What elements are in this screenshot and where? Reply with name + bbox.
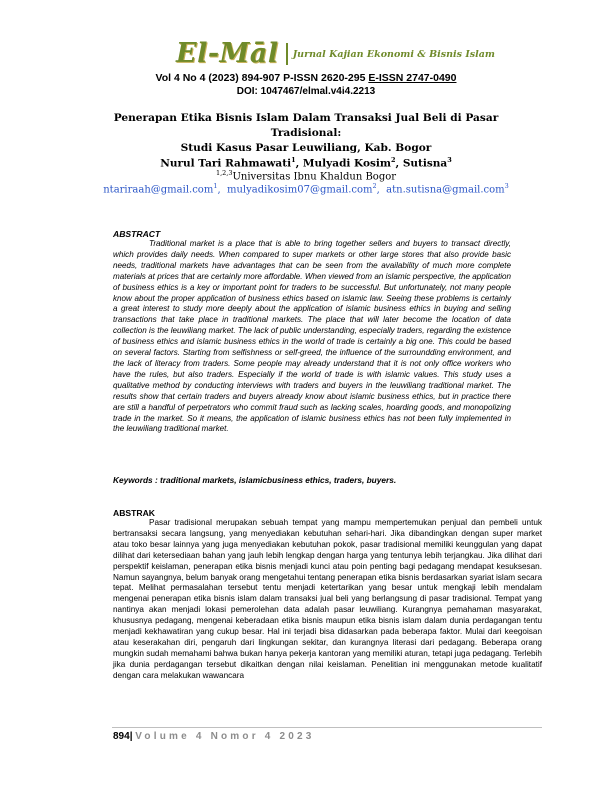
journal-logo: [176, 38, 495, 70]
author-name: Sutisna: [402, 157, 448, 170]
abstract-text: Traditional market is a place that is able to bring together sellers and buyers to transact directly, which provides daily needs. When compared to super markets or other large stores that also provide basic needs, traditional markets have advantages that can be seen from the availability of much more complete materials at prices that are certainly more affordable. When viewed from an islamic perspective, the application of business ethics is a key or important point for traders to be successful. But unfortunately, not many people know about the proper application of business ethics based on islamic law. Seeing these problems is certainly a great interest to study more deeply about the application of islamic business ethics in buying and selling transactions that take place in traditional markets. The place that will later become the location of data collection is the leuwiliang market. The lack of public understanding, especially traders, regarding the existence of business ethics and islamic business ethics in the world of trade is certainly a big one. This could be based on several factors. Starting from selfishness or self-greed, the influence of the surroundding environment, and the lack of literacy from traders. Some people may already understand that it is not only office workers who have the rules, but also traders. Especially if the world of trade is with islamic values. This study uses a qualitative method by conducting interviews with traders and buyers in the leuwiliang traditional market. The results show that certain traders and buyers already know about islamic business ethics, but in practice there are still a handful of perpetrators who commit fraud such as lacking scales, hoarding goods, and monopolizing trade in the market. So it means, the application of islamic business ethics has not been fully implemented in the leuwiliang traditional market.: [113, 239, 511, 434]
logo-divider: [286, 43, 288, 65]
footer-separator: |: [129, 731, 133, 742]
author-sup: 1: [291, 156, 296, 164]
email-sup: 2: [372, 182, 377, 190]
abstrak-heading: ABSTRAK: [113, 508, 156, 518]
title-line-1: Penerapan Etika Bisnis Islam Dalam Transaksi Jual Beli di Pasar Tradisional:: [113, 112, 499, 139]
e-issn-link[interactable]: E-ISSN 2747-0490: [368, 72, 457, 84]
email-link[interactable]: mulyadikosim07@gmail.com: [227, 184, 373, 196]
affiliation-sup: 1,2,3: [215, 169, 233, 177]
doi: DOI: 1047467/elmal.v4i4.2213: [236, 86, 376, 97]
logo-wordmark: El-Māl: [176, 38, 279, 69]
affiliation-name: Universitas Ibnu Khaldun Bogor: [232, 171, 397, 183]
affiliation: [0, 169, 612, 182]
email-sup: 3: [504, 182, 509, 190]
author-emails: ntariraah@gmail.com$^1$, mulyadikosim07@gmail.com$^2$, atn.sutisna@gmail.com$^3$: [103, 182, 509, 196]
page-number: 894: [113, 731, 130, 742]
keywords: Keywords : traditional markets, islamicbusiness ethics, traders, buyers.: [113, 475, 397, 485]
author-sup: 2: [390, 156, 396, 164]
footer-divider: [112, 727, 542, 728]
abstrak-text: Pasar tradisional merupakan sebuah tempat yang mampu mempertemukan penjual dan pembeli untuk bertransaksi secara langsung, yang menyediakan kebutuhan sehari-hari. Jika dibandingkan dengan super market atau toko besar lainnya yang juga menyediakan kebutuhan pokok, pasar tradisional memiliki keunggulan yang dapat dilihat dari ketersediaan bahan yang jauh lebih lengkap dengan harga yang tentunya lebih terjangkau. Jika dilihat dari perspektif keislaman, penerapan etika bisnis menjadi kunci atau poin penting bagi pedagang mendapat kesuksesan. Namun sayangnya, belum banyak orang mengetahui tentang penerapan etika bisnis berdasarkan syariat islam secara tepat. Melihat permasalahan tersebut tentu menjadi ketertarikan yang besar untuk mengkaji lebih mendalam mengenai penerapan etika bisnis islam dalam transaksi jual beli yang berlangsung di pasar tradisional. Tempat yang nantinya akan menjadi lokasi pemerolehan data adalah pasar leuwiliang. Kurangnya pemahaman masyarakat, khususnya pedagang, mengenai keberadaan etika bisnis maupun etika bisnis islam dalam dunia perdagangan tentu menjadi kekhawatiran yang cukup besar. Hal ini terjadi bisa didasarkan pada beberapa faktor. Mulai dari keegoisan atau keserakahan diri, pengaruh dari lingkungan sekitar, dan kurangnya literasi dari pedagang. Beberapa orang mungkin sudah memahami bahwa bukan hanya pekerja kantoran yang memiliki aturan, tetapi juga pedagang. Terlebih jika dunia perdagangan tersebut dikaitkan dengan nilai keislaman. Penelitian ini menggunakan metode kualitatif dengan cara melakukan wawancara: [113, 518, 542, 680]
article-title: [110, 111, 502, 156]
footer-volume: Volume 4 Nomor 4 2023: [135, 731, 315, 742]
email-sup: 1: [213, 182, 218, 190]
volume-issue: Vol 4 No 4 (2023) 894-907 P-ISSN 2620-295: [155, 72, 366, 84]
journal-name: Jurnal Kajian Ekonomi & Bisnis Islam: [292, 48, 495, 60]
abstract-heading: ABSTRACT: [113, 229, 161, 239]
author-sup: 3: [447, 156, 452, 164]
author-name: Mulyadi Kosim: [302, 157, 391, 170]
page-footer: [113, 731, 315, 742]
email-link[interactable]: ntariraah@gmail.com: [103, 184, 214, 196]
email-link[interactable]: atn.sutisna@gmail.com: [386, 184, 505, 196]
title-line-2: Studi Kasus Pasar Leuwiliang, Kab. Bogor: [180, 142, 432, 154]
author-name: Nurul Tari Rahmawati: [160, 157, 292, 170]
author-list: Nurul Tari Rahmawati$^1$, Mulyadi Kosim$^2$, Sutisna$^3$: [160, 156, 452, 170]
volume-issn-line: [0, 72, 612, 84]
